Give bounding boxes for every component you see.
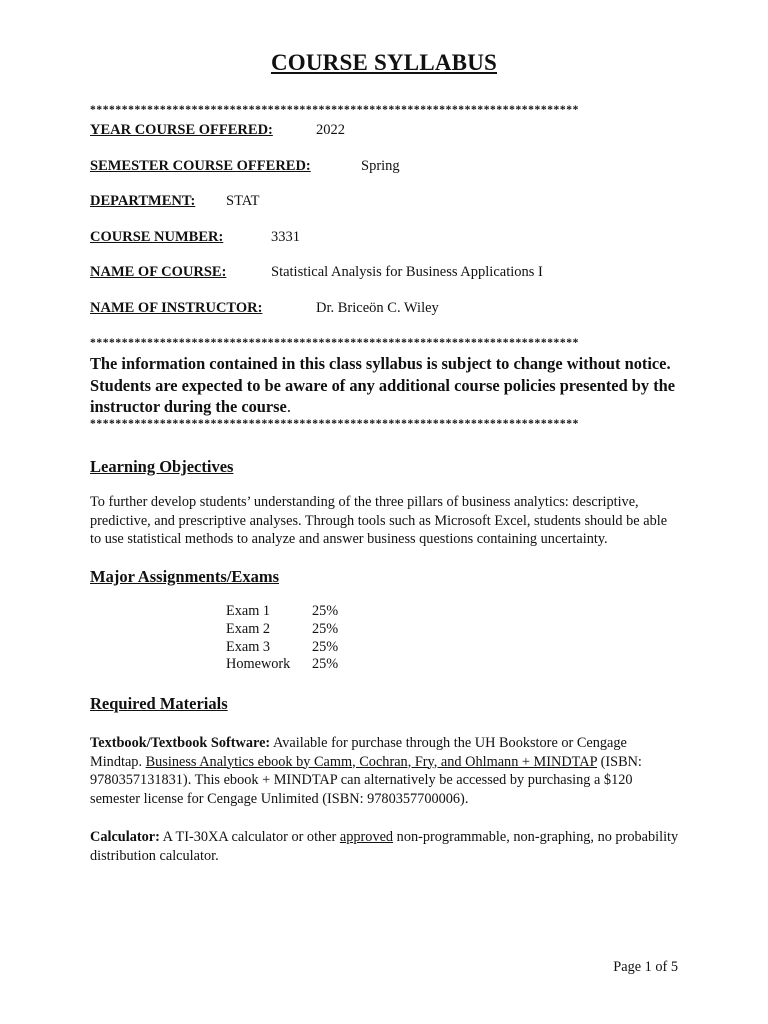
- calculator-approved-link[interactable]: approved: [339, 829, 394, 845]
- materials-heading: Required Materials: [90, 694, 228, 713]
- field-year-label: YEAR COURSE OFFERED:: [90, 122, 273, 138]
- field-course-name: [90, 264, 543, 281]
- grade-item-weight: 25%: [312, 638, 339, 655]
- field-instructor-value: Dr. Briceön C. Wiley: [316, 300, 439, 316]
- field-semester-label: SEMESTER COURSE OFFERED:: [90, 158, 311, 174]
- grade-breakdown: [226, 603, 338, 674]
- grade-row-exam-3: [226, 639, 338, 657]
- grade-item-name: Exam 3: [226, 638, 271, 655]
- grade-item-name: Exam 1: [226, 603, 271, 619]
- field-course-number-label: COURSE NUMBER:: [90, 229, 224, 245]
- field-year: [90, 122, 345, 139]
- field-department-label: DEPARTMENT:: [90, 193, 196, 209]
- textbook-text-2: (ISBN: 9780357131831). This ebook + MINDTAP can alternatively be accessed by purchasing a $120 semester license for Cengage Unlimited (ISBN: 9780357700006).: [90, 753, 642, 807]
- grade-row-exam-2: [226, 621, 338, 639]
- grade-item-weight: 25%: [312, 656, 339, 673]
- calculator-label: Calculator:: [90, 829, 160, 845]
- learning-objectives-text: To further develop students’ understanding of the three pillars of business analytics: descriptive, predictive, and prescriptive analyses. Through tools such as Microsoft Excel, students should be able to use statistical methods to analyze and answer business questions containing uncertainty.: [90, 494, 668, 547]
- grade-item-weight: 25%: [312, 620, 339, 637]
- textbook-paragraph: [90, 734, 680, 808]
- page-number: Page 1 of 5: [613, 959, 678, 975]
- textbook-text-1: Available for purchase through the UH Bookstore or Cengage Mindtap.: [90, 735, 627, 770]
- assignments-heading: Major Assignments/Exams: [90, 567, 279, 586]
- change-notice-period: .: [286, 397, 291, 416]
- field-instructor-label: NAME OF INSTRUCTOR:: [90, 300, 263, 316]
- learning-objectives-heading: Learning Objectives: [90, 457, 234, 476]
- field-department-value: STAT: [226, 193, 260, 209]
- grade-row-exam-1: [226, 603, 338, 621]
- grade-item-name: Exam 2: [226, 620, 271, 637]
- field-year-value: 2022: [316, 122, 345, 138]
- page-title: COURSE SYLLABUS: [270, 50, 498, 75]
- field-course-name-label: NAME OF COURSE:: [90, 264, 227, 280]
- calculator-text-1: A TI-30XA calculator or other: [159, 829, 340, 845]
- separator-bottom: *****************************************************************************: [90, 418, 579, 430]
- textbook-label: Textbook/Textbook Software:: [90, 735, 271, 751]
- change-notice: [90, 353, 690, 418]
- field-course-number: [90, 229, 300, 246]
- calculator-text-2: non-programmable, non-graphing, no probability distribution calculator.: [90, 829, 679, 864]
- separator-middle: *****************************************************************************: [90, 337, 579, 349]
- field-department: [90, 193, 260, 210]
- change-notice-text: The information contained in this class syllabus is subject to change without notice. Students are expected to be aware of any additional course policies presented by the instructor during the course: [90, 354, 676, 416]
- grade-item-weight: 25%: [312, 603, 339, 619]
- separator-top: *****************************************************************************: [90, 104, 579, 116]
- grade-item-name: Homework: [226, 656, 291, 673]
- field-semester: [90, 158, 400, 175]
- grade-row-homework: [226, 656, 338, 674]
- field-course-number-value: 3331: [271, 229, 300, 245]
- field-instructor: [90, 300, 439, 317]
- calculator-paragraph: [90, 828, 680, 865]
- textbook-link[interactable]: Business Analytics ebook by Camm, Cochran, Fry, and Ohlmann + MINDTAP: [145, 753, 598, 770]
- field-semester-value: Spring: [361, 158, 400, 174]
- field-course-name-value: Statistical Analysis for Business Applications I: [271, 264, 543, 280]
